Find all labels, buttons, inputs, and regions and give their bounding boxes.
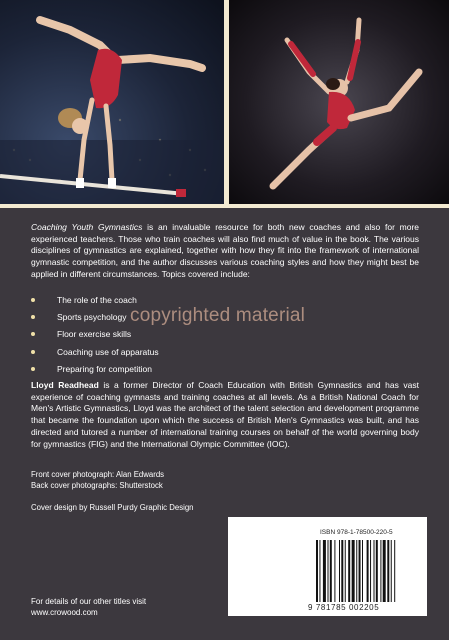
list-item: The role of the coach [31, 291, 159, 308]
topics-list [31, 291, 159, 377]
back-cover-credit: Back cover photographs: Shutterstock [31, 481, 163, 490]
barcode-icon [316, 540, 420, 602]
footer [31, 596, 146, 618]
photo-uneven-bars [0, 0, 224, 204]
bullet-icon [31, 350, 35, 354]
list-item: Preparing for competition [31, 360, 159, 377]
author-bio [31, 380, 419, 450]
design-credit: Cover design by Russell Purdy Graphic Design [31, 503, 194, 512]
bullet-icon [31, 367, 35, 371]
photo-leaping-gymnast [229, 0, 449, 204]
isbn-label: ISBN 978-1-78500-220-5 [320, 529, 393, 536]
book-title: Coaching Youth Gymnastics [31, 222, 143, 232]
barcode-digits: 9 781785 002205 [308, 603, 380, 612]
intro-paragraph [31, 222, 419, 281]
barcode-box [228, 517, 427, 616]
list-item: Coaching use of apparatus [31, 343, 159, 360]
author-name: Lloyd Readhead [31, 380, 99, 390]
bullet-icon [31, 332, 35, 336]
list-item: Sports psychology [31, 308, 159, 325]
front-cover-credit: Front cover photograph: Alan Edwards [31, 470, 165, 479]
footer-line: For details of our other titles visit [31, 597, 147, 606]
bullet-icon [31, 298, 35, 302]
bio-text: is a former Director of Coach Education with British Gymnastics and has vast experience of coaching gymnasts and training coaches at all levels. As a British National Coach for Men's Artistic Gymnastics, Lloyd was the architect of the talent selection and development programme that became the foundation upon which the success of British Men's Gymnastics was built, and has directed and tutored a number of international training courses on behalf of the world governing body for gymnastics (FIG) and the International Olympic Committee (IOC). [31, 380, 419, 449]
list-item: Floor exercise skills [31, 326, 159, 343]
intro-text: is an invaluable resource for both new coaches and also for more experienced teachers. Those who train coaches will also find much of value in the book. The various disciplines of gymnastics are explained, together with how they fit into the framework of international gymnastic competition, and the author discusses various coaching styles and how they might best be applied in different circumstances. Topics covered include: [31, 222, 420, 279]
bullet-icon [31, 315, 35, 319]
watermark-text: copyrighted material [130, 305, 306, 326]
website-link[interactable]: www.crowood.com [31, 608, 98, 617]
